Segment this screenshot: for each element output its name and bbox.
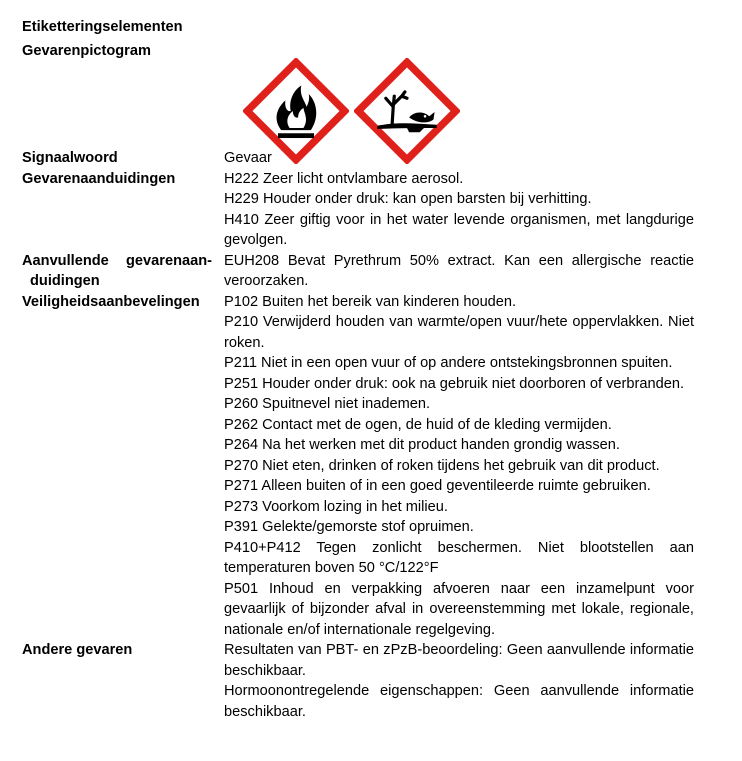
precaution-statement: P211 Niet in een open vuur of op andere ontstekingsbronnen spuiten.: [224, 355, 673, 371]
extra-label: [0, 251, 212, 292]
hazard-statement: H410 Zeer giftig voor in het water levende organismen, met langdurige gevolgen.: [224, 211, 694, 248]
signal-value: Gevaar: [224, 150, 272, 166]
extra-row: [0, 251, 742, 292]
precaution-statement: P410+P412 Tegen zonlicht beschermen. Niet blootstellen aan temperaturen boven 50 °C/122°F: [224, 539, 694, 576]
safety-label: Veiligheidsaanbevelingen: [22, 293, 200, 310]
pictogram-heading: Gevarenpictogram: [22, 43, 151, 59]
hazard-label: Gevarenaanduidingen: [22, 170, 176, 187]
other-statement: Hormoonontregelende eigenschappen: Geen aanvullende informatie beschikbaar.: [224, 683, 694, 720]
precaution-statement: P102 Buiten het bereik van kinderen houden.: [224, 293, 517, 310]
precaution-statement: P271 Alleen buiten of in een goed geventileerde ruimte gebruiken.: [224, 478, 651, 494]
precaution-statement: P251 Houder onder druk: ook na gebruik niet doorboren of verbranden.: [224, 375, 685, 392]
other-statement: Resultaten van PBT- en zPzB-beoordeling: Geen aanvullende informatie beschikbaar.: [224, 642, 694, 679]
hazard-statement: H222 Zeer licht ontvlambare aerosol.: [224, 170, 464, 187]
precaution-statement: P501 Inhoud en verpakking afvoeren naar een inzamelpunt voor gevaarlijk of bijzonder afval in overeenstemming met lokale, regionale, nationale en/of internationale regelgeving.: [224, 580, 694, 638]
extra-label-part: duidingen: [30, 273, 100, 289]
extra-label-part: gevarenaan-: [126, 252, 212, 269]
signal-row: [0, 148, 742, 169]
precaution-statement: P270 Niet eten, drinken of roken tijdens het gebruik van dit product.: [224, 457, 660, 474]
signal-label: Signaalwoord: [22, 150, 118, 166]
precaution-statement: P391 Gelekte/gemorste stof opruimen.: [224, 519, 474, 535]
precaution-statement: P273 Voorkom lozing in het milieu.: [224, 498, 448, 515]
precaution-statement: P260 Spuitnevel niet inademen.: [224, 396, 431, 412]
precaution-statement: P264 Na het werken met dit product handen grondig wassen.: [224, 437, 620, 453]
precaution-statement: P262 Contact met de ogen, de huid of de kleding vermijden.: [224, 416, 612, 433]
extra-label-part: Aanvullende: [22, 252, 109, 269]
other-row: [0, 640, 742, 722]
hazard-row: [0, 169, 742, 251]
safety-row: [0, 292, 742, 641]
section-title: Etiketteringselementen: [22, 19, 183, 35]
precaution-statement: P210 Verwijderd houden van warmte/open vuur/hete oppervlakken. Niet roken.: [224, 314, 694, 351]
other-label: Andere gevaren: [22, 642, 133, 658]
hazard-statement: H229 Houder onder druk: kan open barsten bij verhitting.: [224, 191, 592, 207]
extra-statement: EUH208 Bevat Pyrethrum 50% extract. Kan een allergische reactie veroorzaken.: [224, 252, 694, 289]
